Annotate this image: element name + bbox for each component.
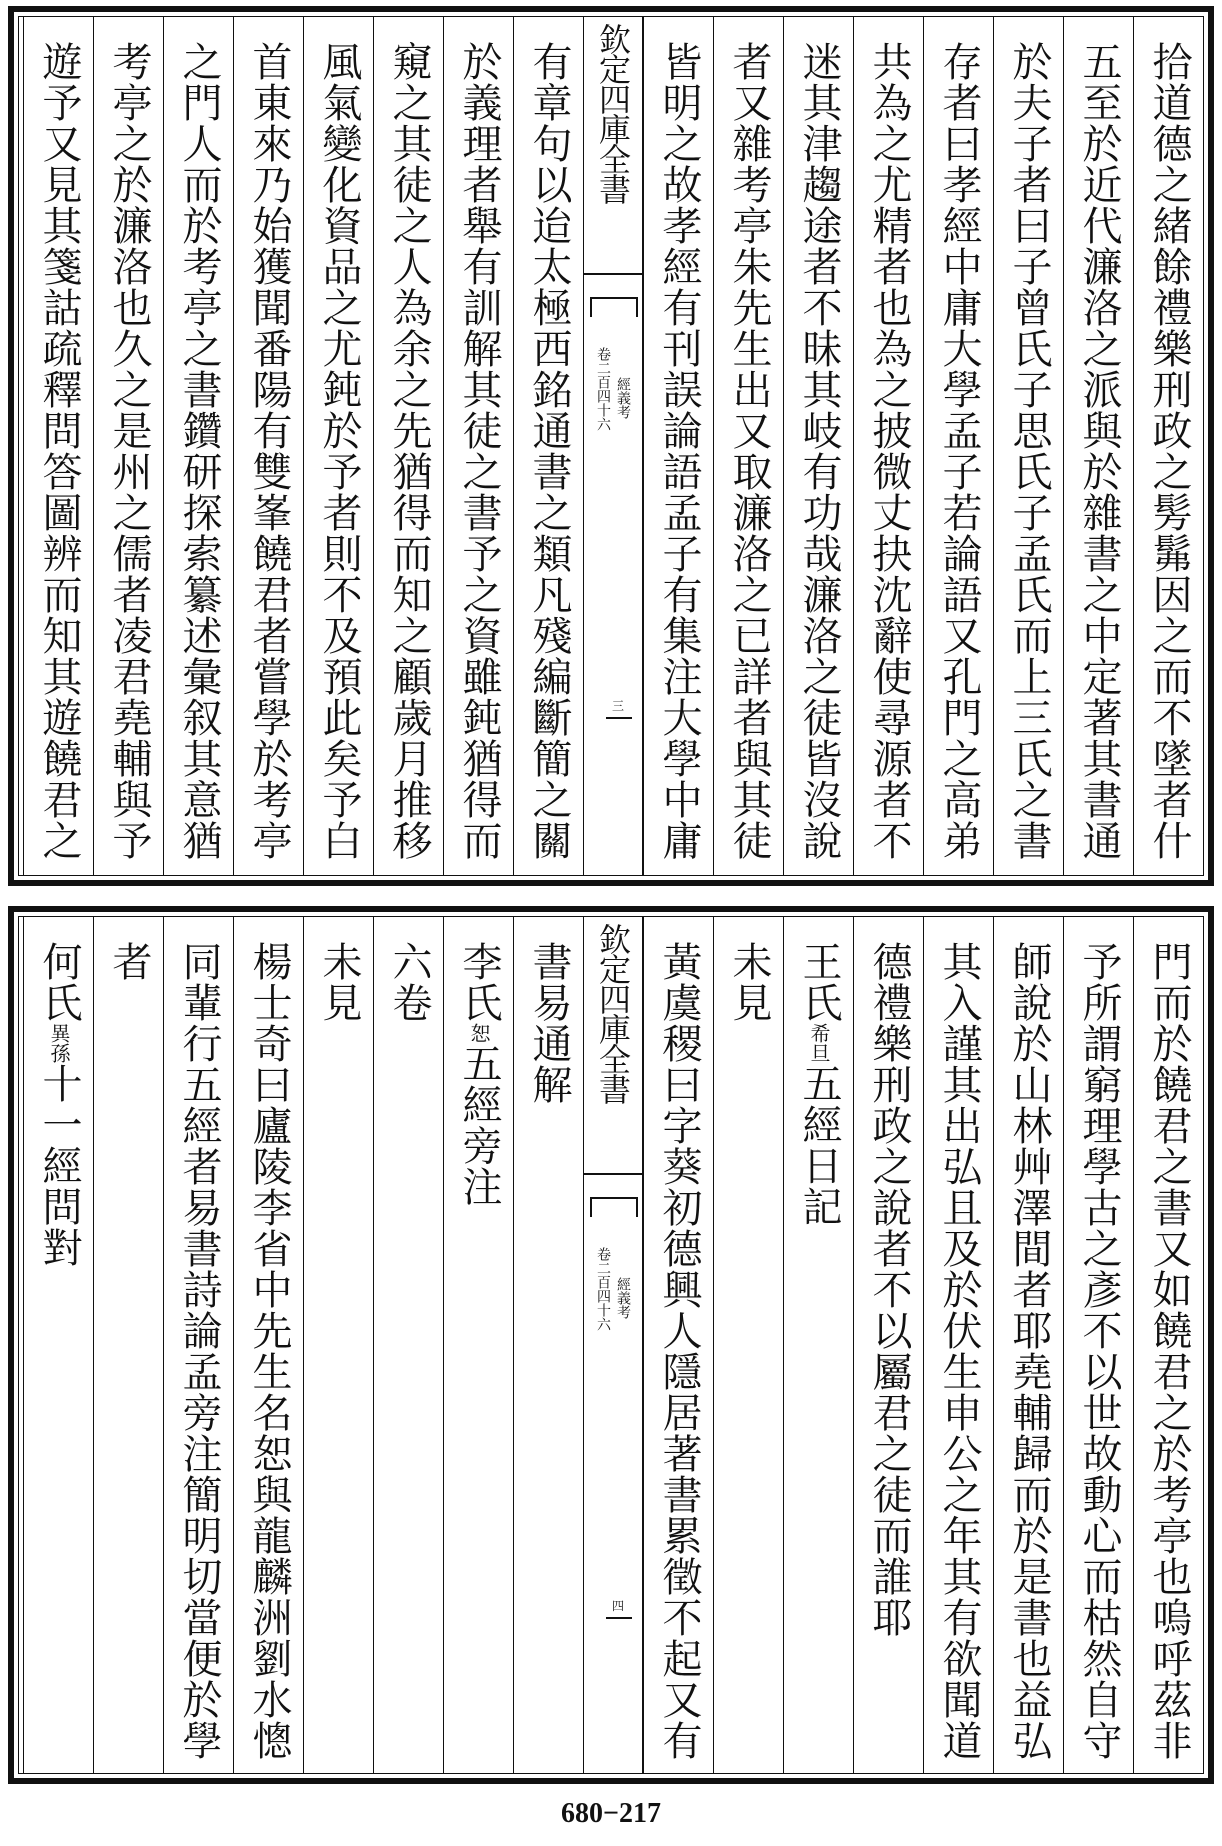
volume-label: 卷二百四十六 <box>595 347 611 431</box>
fishtail-mark-icon <box>590 1197 638 1217</box>
text-column <box>93 917 163 1773</box>
column-main-text: 未見 <box>316 941 362 1023</box>
text-column <box>923 917 993 1773</box>
column-text <box>854 17 924 875</box>
text-column <box>713 17 783 875</box>
column-text <box>1134 917 1204 1773</box>
text-column <box>713 917 783 1773</box>
column-main-text: 予所謂窮理學古之彥不以世故動心而枯然自守 <box>1076 941 1122 1761</box>
text-column <box>163 917 233 1773</box>
text-column <box>373 917 443 1773</box>
text-column <box>303 917 373 1773</box>
column-text <box>94 917 164 1773</box>
column-text <box>994 17 1064 875</box>
text-column <box>373 17 443 875</box>
column-main-text: 遊予又見其箋詁疏釋問答圖辨而知其遊饒君之 <box>36 41 82 861</box>
text-column <box>443 917 513 1773</box>
text-column <box>163 17 233 875</box>
column-main-text: 其入謹其出弘且及於伏生申公之年其有欲聞道 <box>936 941 982 1761</box>
column-text <box>644 917 714 1773</box>
text-column <box>1133 917 1203 1773</box>
text-column <box>93 17 163 875</box>
column-text <box>1064 917 1134 1773</box>
volume-label: 卷二百四十六 <box>595 1247 611 1331</box>
leaf-number: 三 <box>612 699 625 713</box>
column-text <box>784 917 854 1773</box>
column-main-text: 存者曰孝經中庸大學孟子若論語又孔門之高弟 <box>936 41 982 861</box>
column-main-text: 楊士奇曰廬陵李省中先生名恕與龍麟洲劉水憁 <box>246 941 292 1761</box>
leaf-number: 四 <box>612 1599 625 1613</box>
text-column <box>783 917 853 1773</box>
column-text <box>924 17 994 875</box>
column-title-text: 五經旁注 <box>456 1043 502 1207</box>
column-text <box>164 17 234 875</box>
column-main-text: 師說於山林艸澤間者耶堯輔歸而於是書也益弘 <box>1006 941 1052 1761</box>
text-column <box>23 17 93 875</box>
interlinear-note: 恕 <box>467 1023 491 1043</box>
text-column <box>233 917 303 1773</box>
column-main-text: 門而於饒君之書又如饒君之於考亭也嗚呼茲非 <box>1146 941 1192 1761</box>
column-text <box>994 917 1064 1773</box>
column-main-text: 窺之其徒之人為余之先猶得而知之顧歲月推移 <box>386 41 432 861</box>
column-text <box>164 917 234 1773</box>
column-text <box>714 917 784 1773</box>
lower-page <box>8 906 1214 1784</box>
column-title-text: 五經日記 <box>796 1063 842 1227</box>
upper-page-text-area <box>18 16 1204 876</box>
text-column <box>513 17 583 875</box>
column-text <box>304 17 374 875</box>
column-main-text: 同輩行五經者易書詩論孟旁注簡明切當便於學 <box>176 941 222 1761</box>
column-text <box>24 917 94 1773</box>
column-text <box>94 17 164 875</box>
upper-page <box>8 6 1214 886</box>
book-section-label: 經義考 <box>615 1277 631 1319</box>
text-column <box>783 17 853 875</box>
column-main-text: 迷其津趨途者不昧其岐有功哉濂洛之徒皆沒說 <box>796 41 842 861</box>
column-text <box>234 17 304 875</box>
column-main-text: 未見 <box>726 941 772 1023</box>
book-section-label: 經義考 <box>615 377 631 419</box>
column-main-text: 於義理者舉有訓解其徒之書予之資雖鈍猶得而 <box>456 41 502 861</box>
text-column <box>1133 17 1203 875</box>
band-rule <box>606 717 632 719</box>
page-number-footer: 680−217 <box>561 1798 661 1829</box>
lower-page-text-area <box>18 916 1204 1774</box>
text-column <box>303 17 373 875</box>
text-column <box>23 917 93 1773</box>
column-text <box>1134 17 1204 875</box>
column-main-text: 黃虞稷曰字葵初德興人隱居著書累徵不起又有 <box>656 941 702 1761</box>
center-fold-band <box>583 17 643 875</box>
text-column <box>1063 17 1133 875</box>
column-text <box>24 17 94 875</box>
column-title-text: 十一經問對 <box>36 1063 82 1268</box>
book-title: 欽定四庫全書 <box>584 923 642 1175</box>
column-main-text: 王氏 <box>796 941 842 1023</box>
column-text <box>304 917 374 1773</box>
text-column <box>513 917 583 1773</box>
text-column <box>643 17 713 875</box>
book-title: 欽定四庫全書 <box>584 23 642 275</box>
column-main-text: 首東來乃始獲聞番陽有雙峯饒君者嘗學於考亭 <box>246 41 292 861</box>
column-text <box>444 17 514 875</box>
column-main-text: 六卷 <box>386 941 432 1023</box>
column-main-text: 何氏 <box>36 941 82 1023</box>
column-text <box>514 17 584 875</box>
column-main-text: 書易通解 <box>526 941 572 1105</box>
interlinear-note: 希旦 <box>807 1023 831 1063</box>
column-text <box>234 917 304 1773</box>
column-main-text: 皆明之故孝經有刊誤論語孟子有集注大學中庸 <box>656 41 702 861</box>
column-text <box>444 917 514 1773</box>
column-text <box>644 17 714 875</box>
column-text <box>854 917 924 1773</box>
text-column <box>993 917 1063 1773</box>
column-text <box>514 917 584 1773</box>
column-main-text: 李氏 <box>456 941 502 1023</box>
text-column <box>923 17 993 875</box>
column-main-text: 於夫子者曰子曾氏子思氏子孟氏而上三氏之書 <box>1006 41 1052 861</box>
column-main-text: 之門人而於考亭之書鑽研探索纂述彙叙其意猶 <box>176 41 222 861</box>
column-main-text: 拾道德之緒餘禮樂刑政之髣髴因之而不墜者什 <box>1146 41 1192 861</box>
column-text <box>784 17 854 875</box>
fishtail-mark-icon <box>590 297 638 317</box>
column-main-text: 者 <box>106 941 152 982</box>
column-main-text: 考亭之於濂洛也久之是州之儒者凌君堯輔與予 <box>106 41 152 861</box>
text-column <box>1063 917 1133 1773</box>
center-fold-band <box>583 917 643 1773</box>
column-main-text: 者又雜考亭朱先生出又取濂洛之已詳者與其徒 <box>726 41 772 861</box>
interlinear-note: 異孫 <box>47 1023 71 1063</box>
column-main-text: 五至於近代濂洛之派與於雜書之中定著其書通 <box>1076 41 1122 861</box>
text-column <box>853 917 923 1773</box>
column-text <box>1064 17 1134 875</box>
column-text <box>374 917 444 1773</box>
column-text <box>714 17 784 875</box>
text-column <box>643 917 713 1773</box>
column-main-text: 風氣變化資品之尤鈍於予者則不及預此矣予白 <box>316 41 362 861</box>
column-main-text: 德禮樂刑政之說者不以屬君之徒而誰耶 <box>866 941 912 1638</box>
column-text <box>924 917 994 1773</box>
column-main-text: 共為之尤精者也為之披微丈抉沈辭使尋源者不 <box>866 41 912 861</box>
column-text <box>374 17 444 875</box>
text-column <box>443 17 513 875</box>
text-column <box>853 17 923 875</box>
column-main-text: 有章句以迨太極西銘通書之類凡殘編斷簡之關 <box>526 41 572 861</box>
text-column <box>233 17 303 875</box>
text-column <box>993 17 1063 875</box>
band-rule <box>606 1617 632 1619</box>
